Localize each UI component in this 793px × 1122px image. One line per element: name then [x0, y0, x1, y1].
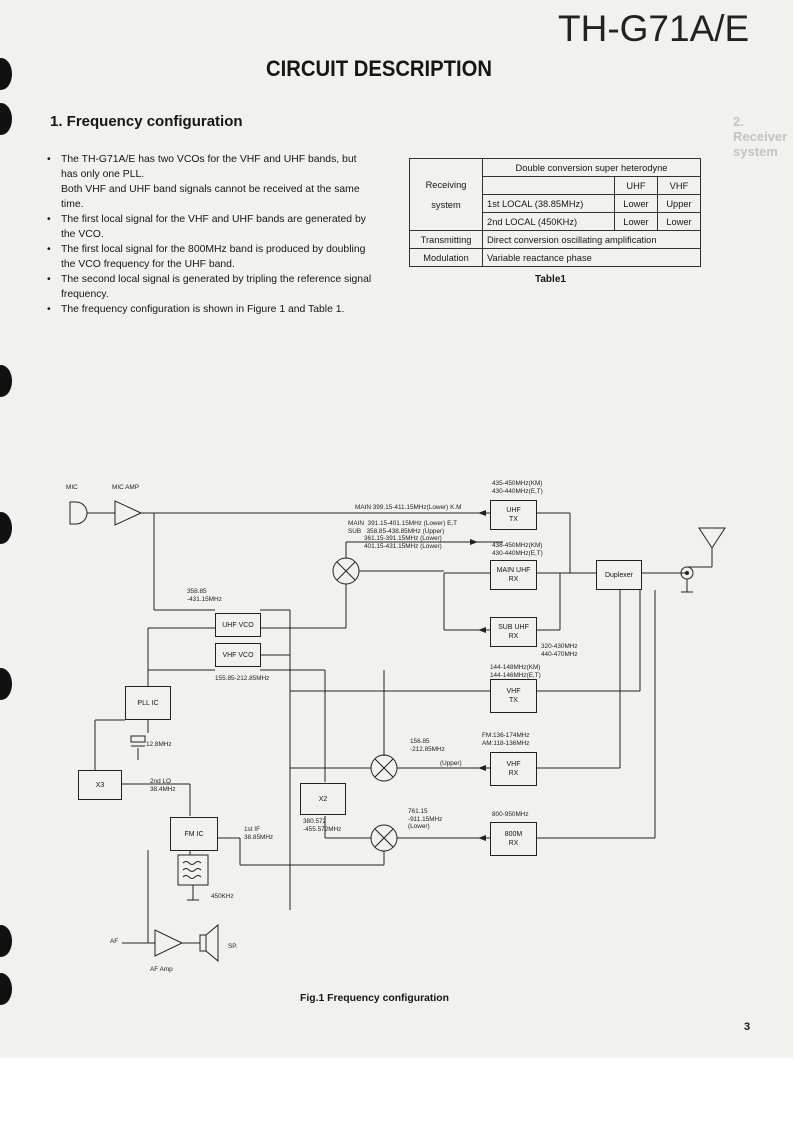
uhf-vco-block: UHF VCO	[215, 613, 261, 637]
bullet-item: • The frequency configuration is shown in Figure 1 and Table 1.	[44, 302, 372, 317]
bullet-item: • The first local signal for the 800MHz band is produced by doubling the VCO frequency for the UHF band.	[44, 242, 372, 272]
section-heading: 1. Frequency configuration	[50, 113, 243, 130]
x2-freq: 380.572 -455.572MHz	[303, 818, 342, 833]
table-row-label: Transmitting	[410, 231, 483, 249]
mic-amp-label: MIC AMP	[112, 484, 139, 491]
table-cell	[483, 177, 615, 195]
main-rx-freq: 438-450MHz(KM) 430-440MHz(E,T)	[492, 542, 543, 557]
microphone-icon	[70, 502, 87, 524]
800m-rx-freq: 800-950MHz	[492, 811, 529, 818]
af-label: AF	[110, 938, 119, 945]
table-cell: Variable reactance phase	[483, 249, 701, 267]
duplexer-block: Duplexer	[596, 560, 642, 590]
bullet-item: • The first local signal for the VHF and UHF bands are generated by the VCO.	[44, 212, 372, 242]
table-caption: Table1	[535, 274, 566, 285]
sub-rx-freq: 320-430MHz 440-470MHz	[541, 643, 578, 658]
x3-block: X3	[78, 770, 122, 800]
uhf-vco-freq: 358.85 -431.15MHz	[187, 588, 222, 603]
speaker-label: SP.	[228, 943, 238, 950]
sub-uhf-rx-block: SUB UHF RX	[490, 617, 537, 647]
table-header-cell: Double conversion super heterodyne	[483, 159, 701, 177]
af-amp-label: AF Amp	[150, 966, 173, 973]
binding-hole	[0, 365, 12, 397]
main-uhf-rx-block: MAIN UHF RX	[490, 560, 537, 590]
figure-caption: Fig.1 Frequency configuration	[300, 993, 449, 1004]
second-lo-freq: 2nd LO 38.4MHz	[150, 778, 176, 793]
table-cell: Upper	[657, 195, 700, 213]
upper-label: (Upper)	[440, 760, 462, 767]
af-amp-triangle	[155, 930, 182, 956]
800-lo-freq: 761.15 -911.15MHz (Lower)	[408, 808, 443, 830]
mic-amp-triangle	[115, 501, 141, 525]
bullet-item: • The second local signal is generated by tripling the reference signal frequency.	[44, 272, 372, 302]
table-row-label: Modulation	[410, 249, 483, 267]
system-label: system	[431, 199, 461, 210]
table-cell: Lower	[614, 213, 657, 231]
bullet-item: Both VHF and UHF band signals cannot be received at the same time.	[61, 184, 360, 210]
table-row-label: 1st LOCAL (38.85MHz)	[483, 195, 615, 213]
table-col-vhf: VHF	[657, 177, 700, 195]
mic-label: MIC	[66, 484, 78, 491]
800m-rx-block: 800M RX	[490, 822, 537, 856]
vhf-tx-freq: 144-148MHz(KM) 144-146MHz(E,T)	[490, 664, 541, 679]
bleed-through-heading: 2. Receiver system	[733, 114, 788, 159]
fm-ic-block: FM IC	[170, 817, 218, 851]
binding-hole	[0, 103, 12, 135]
main-lo-freq: MAIN 399.15-411.15MHz(Lower) K.M	[355, 504, 462, 511]
receiving-label: Receiving	[425, 179, 467, 190]
model-number: TH-G71A/E	[558, 8, 750, 49]
speaker-icon	[206, 925, 218, 961]
receiving-system-cell	[410, 159, 483, 231]
reference-freq: 12.8MHz	[146, 741, 172, 748]
if2-freq: 450KHz	[211, 893, 234, 900]
table-1	[409, 158, 701, 267]
vhf-rx-freq: FM:136-174MHz AM:118-136MHz	[482, 732, 530, 747]
bullet-list	[44, 152, 372, 317]
first-if-freq: 1st IF 38.85MHz	[244, 826, 274, 841]
page-number: 3	[744, 1021, 751, 1033]
bullet-item: • The TH-G71A/E has two VCOs for the VHF and UHF bands, but has only one PLL.	[44, 152, 372, 182]
page-title: CIRCUIT DESCRIPTION	[266, 56, 493, 81]
vhf-vco-freq: 155.85-212.85MHz	[215, 675, 270, 682]
vhf-rx-block: VHF RX	[490, 752, 537, 786]
table-cell: Lower	[614, 195, 657, 213]
uhf-tx-freq: 435-450MHz(KM) 430-440MHz(E,T)	[492, 480, 543, 495]
antenna-icon	[699, 528, 725, 548]
vhf-tx-block: VHF TX	[490, 679, 537, 713]
uhf-tx-block: UHF TX	[490, 500, 537, 530]
table-cell: Direct conversion oscillating amplification	[483, 231, 701, 249]
pll-ic-block: PLL IC	[125, 686, 171, 720]
vhf-lo-freq: 156.85 -212.85MHz	[410, 738, 445, 753]
main-sub-lo-freq: MAIN 391.15-401.15MHz (Lower) E,T SUB 358.85-438.85MHz (Upper) 361.15-391.15MHz (Lower) 401.15-431.15MHz (Lower)	[348, 520, 458, 550]
table-cell: Lower	[657, 213, 700, 231]
x2-block: X2	[300, 783, 346, 815]
vhf-vco-block: VHF VCO	[215, 643, 261, 667]
binding-hole	[0, 58, 12, 90]
table-row-label: 2nd LOCAL (450KHz)	[483, 213, 615, 231]
table-col-uhf: UHF	[614, 177, 657, 195]
